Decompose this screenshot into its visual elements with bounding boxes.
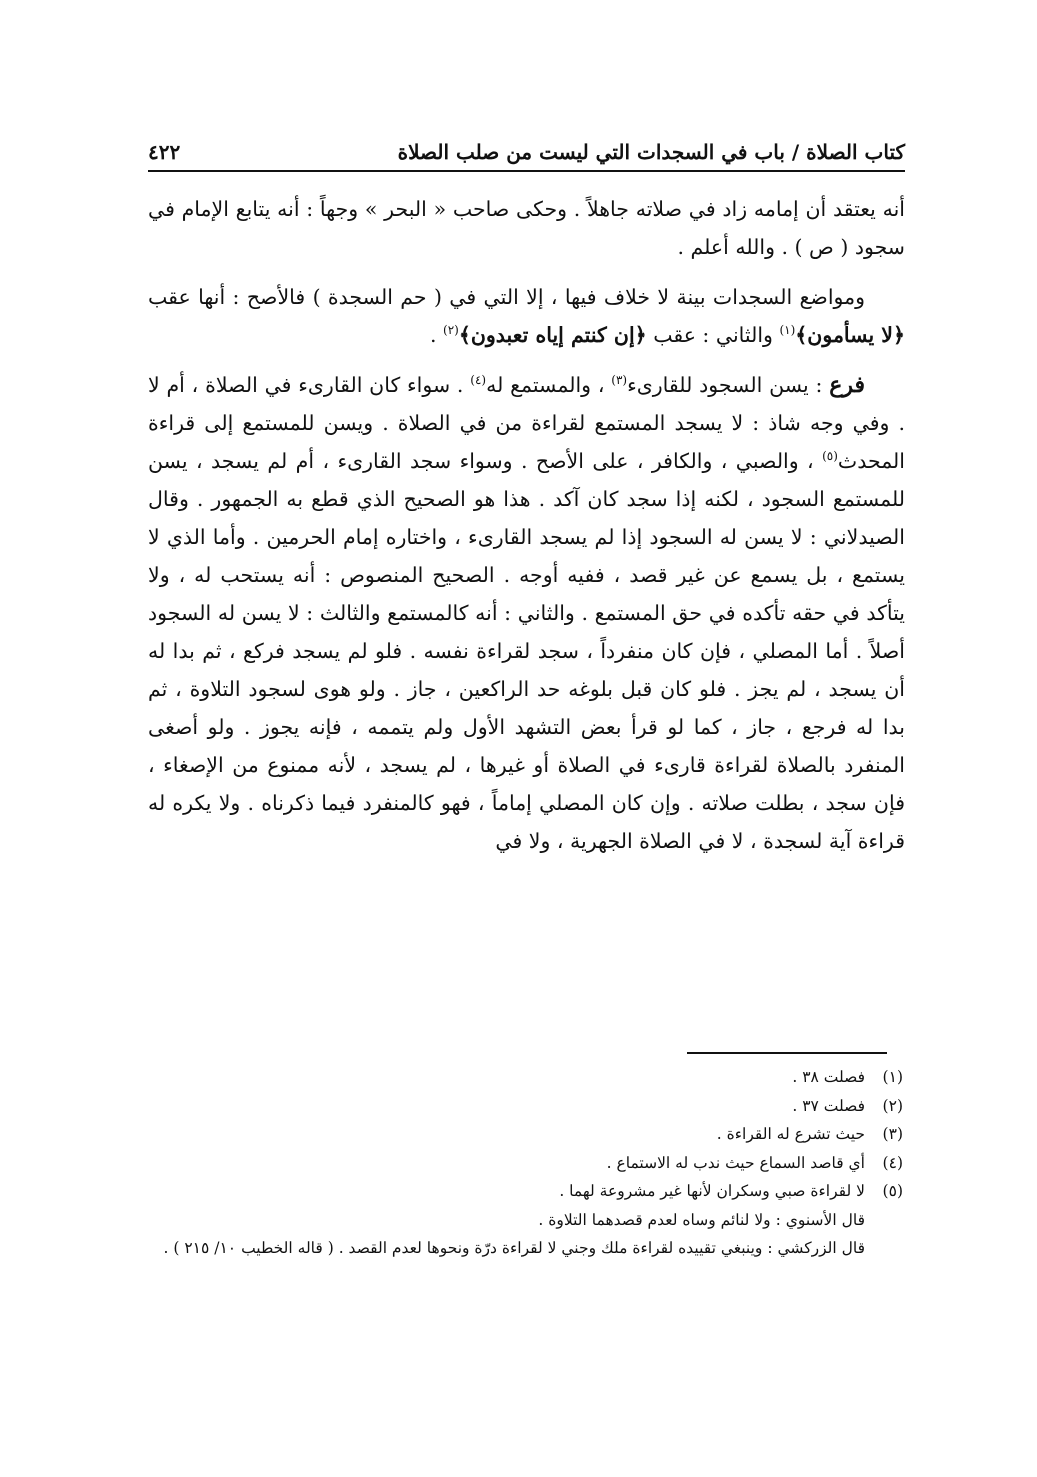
running-header <box>148 126 905 172</box>
footnote-number: (٣) <box>882 1125 903 1143</box>
paragraph-3-text-d: ، والصبي ، والكافر ، على الأصح . وسواء سجد القارىء ، أم لم يسجد ، يسن للمستمع السجود ، لكنه إذا سجد كان آكد . هذا هو الصحيح الذي قطع به الجمهور . وقال الصيدلاني : لا يسن له السجود إذا لم يسجد القارىء ، واختاره إمام الحرمين . وأما الذي لا يستمع ، بل يسمع عن غير قصد ، ففيه أوجه . الصحيح المنصوص : أنه يستحب له ، ولا يتأكد في حقه تأكده في حق المستمع . والثاني : أنه كالمستمع والثالث : لا يسن له السجود أصلاً . أما المصلي ، فإن كان منفرداً ، سجد لقراءة نفسه . فلو لم يسجد فركع ، ثم بدا له أن يسجد ، لم يجز . فلو كان قبل بلوغه حد الراكعين ، جاز . ولو هوى لسجود التلاوة ، ثم بدا له فرجع ، جاز ، كما لو قرأ بعض التشهد الأول ولم يتممه ، فإنه يجوز . ولو أصغى المنفرد بالصلاة لقراءة قارىء في الصلاة أو غيرها ، لم يسجد ، لأنه ممنوع من الإصغاء ، فإن سجد ، بطلت صلاته . وإن كان المصلي إماماً ، فهو كالمنفرد فيما ذكرناه . ولا يكره له قراءة آية لسجدة ، لا في الصلاة الجهرية ، ولا في <box>148 449 905 853</box>
footnotes <box>148 1063 903 1263</box>
footnote-continuation: قال الأسنوي : ولا لنائم وساه لعدم قصدهما التلاوة . <box>538 1210 865 1229</box>
paragraph-1: أنه يعتقد أن إمامه زاد في صلاته جاهلاً . وحكى صاحب « البحر » وجهاً : أنه يتابع الإمام في سجود ( ص ) . والله أعلم . <box>148 197 905 259</box>
footnote-text: فصلت ٣٨ . <box>792 1068 865 1086</box>
footnote-item <box>148 1092 903 1121</box>
page-number: ٤٢٢ <box>148 140 181 164</box>
paragraph-2-text-a: ومواضع السجدات بينة لا خلاف فيها ، إلا التي في ( حم السجدة ) فالأصح : أنها عقب <box>148 285 865 309</box>
paragraph-2-text-b: والثاني : عقب <box>646 323 780 347</box>
paragraph-3 <box>148 366 905 860</box>
paragraph-3-text-c: . سواء كان القارىء في الصلاة ، أم لا . وفي وجه شاذ : لا يسجد المستمع لقراءة من في الصلاة . ويسن للمستمع إلى قراءة المحدث <box>148 373 905 473</box>
footnote-ref-2: (٢) <box>443 323 459 338</box>
header-title: كتاب الصلاة / باب في السجدات التي ليست من صلب الصلاة <box>397 140 905 164</box>
paragraph-3-text-a: : يسن السجود للقارىء <box>627 373 830 397</box>
footnote-text: فصلت ٣٧ . <box>792 1096 865 1115</box>
footnote-item <box>148 1177 903 1206</box>
quran-quote-2: ﴿إن كنتم إياه تعبدون﴾ <box>458 323 647 347</box>
footnote-number: (٤) <box>882 1153 903 1172</box>
footnote-text: أي قاصد السماع حيث ندب له الاستماع . <box>606 1153 865 1172</box>
section-lead-faraa: فرع <box>829 372 865 398</box>
footnote-number: (١) <box>882 1068 903 1086</box>
paragraph-2 <box>148 278 905 354</box>
footnote-continuation: قال الزركشي : وينبغي تقييده لقراءة ملك وجني لا لقراءة درّة ونحوها لعدم القصد . ( قاله الخطيب ١٠/ ٢١٥ ) . <box>163 1239 865 1257</box>
footnote-number: (٢) <box>882 1096 903 1115</box>
footnote-ref-1: (١) <box>779 323 796 338</box>
footnote-item <box>148 1149 903 1178</box>
footnote-text: لا لقراءة صبي وسكران لأنها غير مشروعة لهما . <box>559 1182 865 1200</box>
footnote-item <box>148 1120 903 1149</box>
footnote-ref-5: (٥) <box>822 449 838 464</box>
paragraph-3-text-b: ، والمستمع له <box>486 373 612 397</box>
footnote-ref-3: (٣) <box>611 373 628 388</box>
footnote-number: (٥) <box>882 1182 903 1200</box>
footnote-text: حيث تشرع له القراءة . <box>716 1125 865 1143</box>
footnote-item <box>148 1063 903 1092</box>
footnote-ref-4: (٤) <box>470 373 487 388</box>
footnote-separator <box>687 1052 887 1054</box>
main-text <box>148 190 905 860</box>
quran-quote-1: ﴿لا يسأمون﴾ <box>795 323 905 347</box>
paragraph-2-text-c: . <box>429 323 443 347</box>
